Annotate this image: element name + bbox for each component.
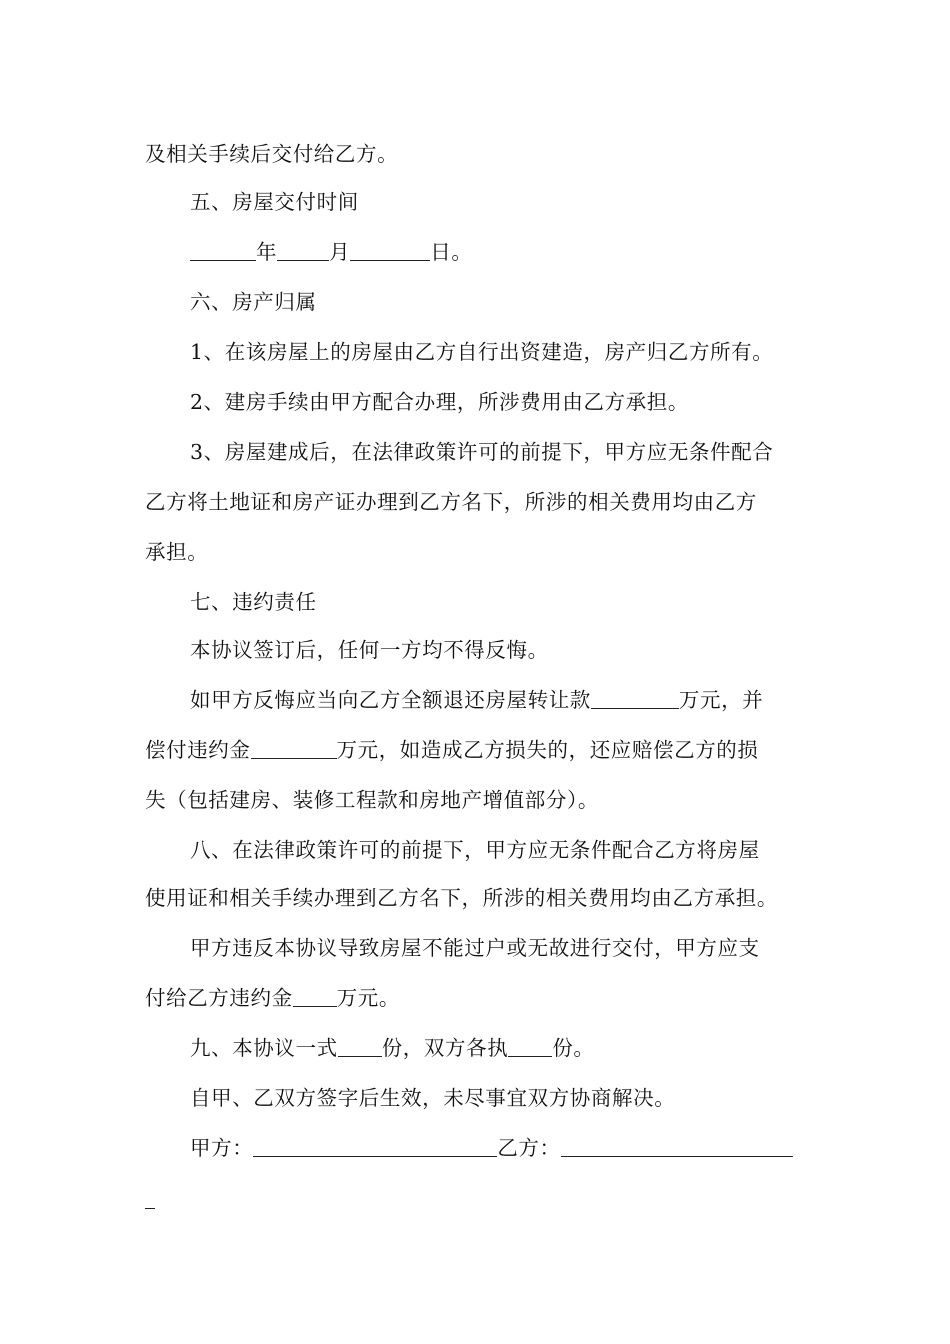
- signature-line: [190, 1134, 810, 1162]
- party-a-label: 甲方：: [190, 1136, 254, 1160]
- year-label: 年: [256, 240, 278, 264]
- penalty-line-2: [145, 736, 810, 764]
- month-label: 月: [329, 240, 351, 264]
- penalty-text: 偿付违约金: [145, 738, 251, 762]
- paragraph-line: 及相关手续后交付给乙方。: [145, 142, 399, 166]
- paragraph-line: 甲方违反本协议导致房屋不能过户或无故进行交付，甲方应支: [190, 936, 760, 960]
- paragraph-line: 3、房屋建成后，在法律政策许可的前提下，甲方应无条件配合: [190, 440, 774, 464]
- copies-text: 九、本协议一式: [190, 1036, 338, 1060]
- section-heading-liability: 七、违约责任: [190, 590, 317, 614]
- copies-text: 份。: [552, 1036, 595, 1060]
- day-blank: [350, 240, 430, 261]
- paragraph-line: 乙方将土地证和房产证办理到乙方名下，所涉的相关费用均由乙方: [145, 490, 757, 514]
- delivery-date-line: [190, 238, 810, 266]
- party-b-label: 乙方：: [497, 1136, 561, 1160]
- penalty-text: 如甲方反悔应当向乙方全额退还房屋转让款: [190, 688, 591, 712]
- amount-blank: [293, 986, 337, 1007]
- paragraph-line: 失（包括建房、装修工程款和房地产增值部分）。: [145, 788, 599, 812]
- paragraph-line: 本协议签订后，任何一方均不得反悔。: [190, 638, 549, 662]
- penalty-line-1: [190, 686, 810, 714]
- section-heading-ownership: 六、房产归属: [190, 290, 317, 314]
- paragraph-line: 八、在法律政策许可的前提下，甲方应无条件配合乙方将房屋: [190, 838, 760, 862]
- signature-continuation-underline: [145, 1208, 155, 1209]
- penalty-line-3: [145, 984, 810, 1012]
- paragraph-line: 2、建房手续由甲方配合办理，所涉费用由乙方承担。: [190, 390, 689, 414]
- copies-line: [190, 1034, 810, 1062]
- paragraph-line: 自甲、乙双方签字后生效，未尽事宜双方协商解决。: [190, 1086, 676, 1110]
- penalty-text: 万元，如造成乙方损失的，还应赔偿乙方的损: [336, 738, 759, 762]
- amount-blank: [251, 738, 337, 759]
- party-a-signature-blank[interactable]: [253, 1136, 497, 1157]
- day-label: 日。: [430, 240, 473, 264]
- copies-blank: [508, 1036, 552, 1057]
- penalty-text: 万元，并: [678, 688, 764, 712]
- year-blank: [190, 240, 256, 261]
- penalty-text: 付给乙方违约金: [145, 986, 293, 1010]
- amount-blank: [591, 688, 679, 709]
- penalty-text: 万元。: [336, 986, 401, 1010]
- paragraph-line: 1、在该房屋上的房屋由乙方自行出资建造，房产归乙方所有。: [190, 340, 774, 364]
- paragraph-line: 承担。: [145, 540, 209, 564]
- copies-text: 份，双方各执: [381, 1036, 509, 1060]
- copies-blank: [338, 1036, 382, 1057]
- paragraph-line: 使用证和相关手续办理到乙方名下，所涉的相关费用均由乙方承担。: [145, 886, 778, 910]
- party-b-signature-blank[interactable]: [561, 1136, 793, 1157]
- month-blank: [277, 240, 329, 261]
- section-heading-delivery-time: 五、房屋交付时间: [190, 190, 359, 214]
